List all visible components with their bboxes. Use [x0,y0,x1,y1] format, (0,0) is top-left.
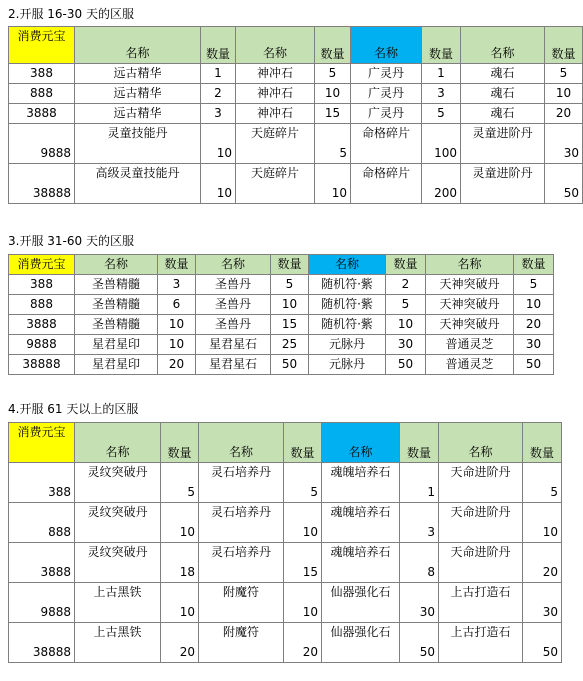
cost-cell: 38888 [9,355,75,375]
table-row [9,335,554,355]
item-name-cell: 上古打造石 [439,583,523,623]
quantity-cell: 8 [400,543,439,583]
quantity-cell: 50 [400,623,439,663]
item-name-cell: 普通灵芝 [426,335,514,355]
header-cell: 名称 [236,27,315,64]
table-row [9,503,562,543]
quantity-cell: 5 [315,124,351,164]
header-cell: 数量 [545,27,583,64]
cost-cell: 388 [9,463,75,503]
table-row [9,64,583,84]
item-name-cell: 天命进阶丹 [439,503,523,543]
item-name-cell: 命格碎片 [351,164,422,204]
quantity-cell: 25 [271,335,309,355]
item-name-cell: 广灵丹 [351,104,422,124]
table-row [9,275,554,295]
item-name-cell: 星君星石 [196,335,271,355]
quantity-cell: 20 [284,623,322,663]
quantity-cell: 200 [422,164,461,204]
item-name-cell: 仙器强化石 [322,623,400,663]
table-row [9,355,554,375]
header-cell: 名称 [309,255,386,275]
quantity-cell: 100 [422,124,461,164]
item-name-cell: 上古打造石 [439,623,523,663]
quantity-cell: 10 [161,503,199,543]
item-name-cell: 神冲石 [236,104,315,124]
item-name-cell: 圣兽丹 [196,315,271,335]
item-name-cell: 广灵丹 [351,84,422,104]
item-name-cell: 神冲石 [236,64,315,84]
quantity-cell: 20 [523,543,562,583]
item-name-cell: 魂魄培养石 [322,543,400,583]
header-cell: 消费元宝 [9,423,75,463]
item-name-cell: 灵童进阶丹 [461,164,545,204]
item-name-cell: 星君星石 [196,355,271,375]
quantity-cell: 50 [386,355,426,375]
quantity-cell: 50 [545,164,583,204]
quantity-cell: 50 [271,355,309,375]
header-cell: 名称 [75,255,158,275]
table-row [9,295,554,315]
item-name-cell: 随机符·紫 [309,275,386,295]
header-cell: 名称 [322,423,400,463]
header-cell: 数量 [271,255,309,275]
header-cell: 数量 [386,255,426,275]
quantity-cell: 1 [422,64,461,84]
quantity-cell: 2 [201,84,236,104]
cost-cell: 888 [9,295,75,315]
cost-cell: 9888 [9,335,75,355]
header-cell: 名称 [439,423,523,463]
quantity-cell: 50 [523,623,562,663]
header-cell: 数量 [514,255,554,275]
header-cell: 数量 [158,255,196,275]
item-name-cell: 灵纹突破丹 [75,503,161,543]
quantity-cell: 15 [271,315,309,335]
item-name-cell: 天神突破丹 [426,315,514,335]
cost-cell: 388 [9,275,75,295]
quantity-cell: 3 [201,104,236,124]
table-row [9,583,562,623]
cost-cell: 3888 [9,315,75,335]
quantity-cell: 10 [161,583,199,623]
quantity-cell: 18 [161,543,199,583]
item-name-cell: 圣兽精髓 [75,315,158,335]
quantity-cell: 30 [386,335,426,355]
header-cell: 名称 [199,423,284,463]
table-row [9,124,583,164]
item-name-cell: 魂石 [461,64,545,84]
header-cell: 数量 [422,27,461,64]
quantity-cell: 5 [161,463,199,503]
quantity-cell: 15 [315,104,351,124]
quantity-cell: 5 [315,64,351,84]
quantity-cell: 10 [386,315,426,335]
cost-cell: 9888 [9,124,75,164]
quantity-cell: 30 [523,583,562,623]
item-name-cell: 天庭碎片 [236,164,315,204]
header-cell: 消费元宝 [9,255,75,275]
section-title: 4.开服 61 天以上的区服 [8,402,139,416]
quantity-cell: 10 [158,315,196,335]
item-name-cell: 圣兽丹 [196,275,271,295]
item-name-cell: 远古精华 [75,84,201,104]
table-row [9,315,554,335]
item-name-cell: 仙器强化石 [322,583,400,623]
quantity-cell: 3 [158,275,196,295]
quantity-cell: 6 [158,295,196,315]
quantity-cell: 5 [523,463,562,503]
quantity-cell: 20 [161,623,199,663]
item-name-cell: 随机符·紫 [309,295,386,315]
quantity-cell: 1 [400,463,439,503]
item-name-cell: 灵纹突破丹 [75,463,161,503]
header-cell: 数量 [284,423,322,463]
quantity-cell: 10 [158,335,196,355]
quantity-cell: 5 [386,295,426,315]
quantity-cell: 30 [514,335,554,355]
quantity-cell: 15 [284,543,322,583]
item-name-cell: 魂石 [461,84,545,104]
cost-cell: 3888 [9,543,75,583]
quantity-cell: 2 [386,275,426,295]
header-cell: 数量 [400,423,439,463]
quantity-cell: 5 [284,463,322,503]
quantity-cell: 3 [400,503,439,543]
item-name-cell: 普通灵芝 [426,355,514,375]
header-cell: 消费元宝 [9,27,75,64]
item-name-cell: 天命进阶丹 [439,463,523,503]
quantity-cell: 20 [545,104,583,124]
item-name-cell: 星君星印 [75,355,158,375]
table-row [9,104,583,124]
quantity-cell: 5 [514,275,554,295]
quantity-cell: 10 [284,583,322,623]
item-name-cell: 元脉丹 [309,335,386,355]
quantity-cell: 5 [271,275,309,295]
cost-cell: 388 [9,64,75,84]
header-cell: 数量 [315,27,351,64]
item-name-cell: 灵童技能丹 [75,124,201,164]
item-name-cell: 远古精华 [75,104,201,124]
item-name-cell: 高级灵童技能丹 [75,164,201,204]
quantity-cell: 10 [514,295,554,315]
header-cell: 数量 [161,423,199,463]
header-cell: 名称 [75,27,201,64]
section-title: 2.开服 16-30 天的区服 [8,7,134,21]
cost-cell: 888 [9,84,75,104]
header-cell: 名称 [426,255,514,275]
header-row [9,27,583,64]
quantity-cell: 30 [400,583,439,623]
section-title: 3.开服 31-60 天的区服 [8,234,134,248]
quantity-cell: 10 [523,503,562,543]
quantity-cell: 5 [422,104,461,124]
item-name-cell: 上古黑铁 [75,623,161,663]
item-name-cell: 灵纹突破丹 [75,543,161,583]
table-row [9,543,562,583]
quantity-cell: 10 [315,84,351,104]
header-cell: 数量 [201,27,236,64]
quantity-cell: 5 [545,64,583,84]
cost-cell: 3888 [9,104,75,124]
quantity-cell: 10 [315,164,351,204]
header-cell: 名称 [461,27,545,64]
header-cell: 名称 [75,423,161,463]
cost-cell: 38888 [9,623,75,663]
cost-cell: 9888 [9,583,75,623]
item-name-cell: 远古精华 [75,64,201,84]
item-name-cell: 命格碎片 [351,124,422,164]
quantity-cell: 1 [201,64,236,84]
item-name-cell: 随机符·紫 [309,315,386,335]
item-name-cell: 广灵丹 [351,64,422,84]
quantity-cell: 30 [545,124,583,164]
quantity-cell: 3 [422,84,461,104]
quantity-cell: 10 [545,84,583,104]
table-row [9,623,562,663]
quantity-cell: 10 [201,164,236,204]
quantity-cell: 20 [158,355,196,375]
item-name-cell: 天命进阶丹 [439,543,523,583]
quantity-cell: 50 [514,355,554,375]
item-name-cell: 上古黑铁 [75,583,161,623]
item-name-cell: 元脉丹 [309,355,386,375]
item-name-cell: 圣兽精髓 [75,295,158,315]
header-row [9,423,562,463]
item-name-cell: 天庭碎片 [236,124,315,164]
item-name-cell: 灵石培养丹 [199,503,284,543]
quantity-cell: 10 [201,124,236,164]
table-row [9,463,562,503]
item-name-cell: 灵石培养丹 [199,463,284,503]
reward-table [8,254,554,375]
cost-cell: 38888 [9,164,75,204]
reward-table [8,26,583,204]
table-row [9,84,583,104]
item-name-cell: 附魔符 [199,583,284,623]
item-name-cell: 魂魄培养石 [322,463,400,503]
reward-table [8,422,562,663]
item-name-cell: 灵石培养丹 [199,543,284,583]
item-name-cell: 圣兽丹 [196,295,271,315]
item-name-cell: 灵童进阶丹 [461,124,545,164]
quantity-cell: 10 [271,295,309,315]
header-cell: 名称 [351,27,422,64]
item-name-cell: 天神突破丹 [426,275,514,295]
quantity-cell: 20 [514,315,554,335]
item-name-cell: 天神突破丹 [426,295,514,315]
cost-cell: 888 [9,503,75,543]
item-name-cell: 神冲石 [236,84,315,104]
item-name-cell: 魂魄培养石 [322,503,400,543]
item-name-cell: 圣兽精髓 [75,275,158,295]
table-row [9,164,583,204]
header-row [9,255,554,275]
item-name-cell: 魂石 [461,104,545,124]
item-name-cell: 星君星印 [75,335,158,355]
item-name-cell: 附魔符 [199,623,284,663]
quantity-cell: 10 [284,503,322,543]
header-cell: 数量 [523,423,562,463]
header-cell: 名称 [196,255,271,275]
